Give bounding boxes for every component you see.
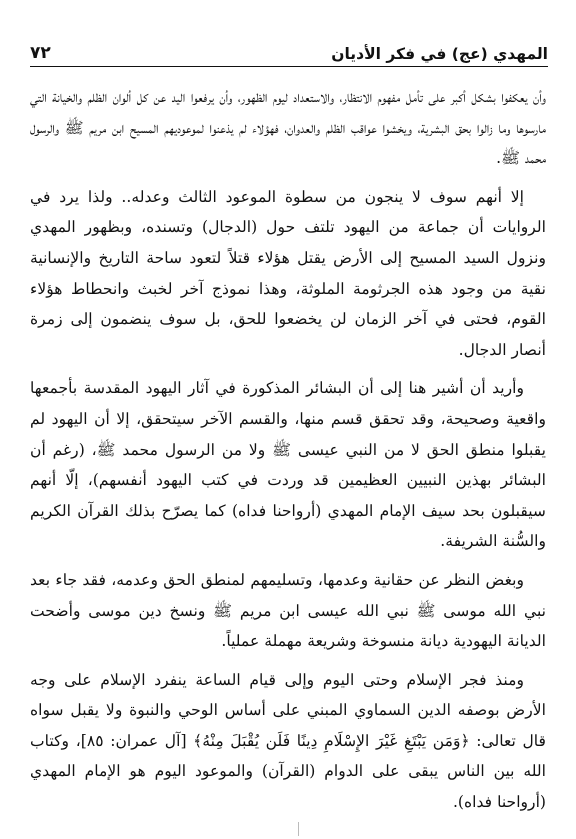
paragraph: إلا أنهم سوف لا ينجون من سطوة الموعود الثالث وعدله.. ولذا يرد في الروايات أن جماعة من اليهود تلتف حول (الدجال) وتسنده، وبظهور المهدي ونزول السيد المسيح إلى الأرض يقتل هؤلاء قتلاً لتعود ساحة التاريخ والإنسانية نقية من وجود هذه الجرثومة الملوثة، وهذا نموذج آخر لخبث وانحطاط هؤلاء القوم، فحتى في آخر الزمان لن يخضعوا للحق، بل سوف ينضمون إلى زمرة أنصار الدجال. — [30, 187, 546, 359]
running-title: المهدي (عج) في فكر الأديان — [331, 44, 548, 63]
page-edge-mark — [298, 822, 300, 836]
paragraph: ومنذ فجر الإسلام وحتى اليوم وإلى قيام الساعة ينفرد الإسلام على وجه الأرض بوصفه الدين السماوي المبني على أساس الوحي والنبوة ولا يقبل سواه قال تعالى: ﴿وَمَن يَبْتَغِ غَيْرَ الإِسْلَامِ دِينًا فَلَن يُقْبَلَ مِنْهُ﴾ [آل عمران: ٨٥]، وكتاب الله بين الناس يبقى على الدوام (القرآن) والموعود اليوم هو الإمام المهدي (أرواحنا فداه). — [30, 670, 546, 812]
page-header — [30, 28, 548, 67]
paragraph: وأن يعكفوا بشكل أكبر على تأمل مفهوم الانتظار، والاستعداد ليوم الظهور، وأن يرفعوا اليد عن كل ألوان الظلم والخيانة التي مارسوها وما زالوا بحق البشرية، ويخشوا عواقب الظلم والعدوان، فهؤلاء لم يذعنوا لموعوديهم المسيح ابن مريم ﷺ والرسول محمد ﷺ. — [30, 88, 546, 168]
paragraph: وأريد أن أشير هنا إلى أن البشائر المذكورة في آثار اليهود المقدسة بأجمعها واقعية وصحيحة، وقد تحقق قسم منها، والقسم الآخر سيتحقق، إلا أن اليهود لم يقبلوا منطق الحق لا من النبي عيسى ﷺ ولا من الرسول محمد ﷺ، (رغم أن البشائر بهذين النبيين العظيمين قد وردت في كتب اليهود أنفسهم)، إلّا أنهم سيقبلون بحد سيف الإمام المهدي (أرواحنا فداه) كما يصرّح بذلك القرآن الكريم والسُّنة الشريفة. — [30, 379, 546, 551]
paragraph: وبغض النظر عن حقانية وعدمها، وتسليمهم لمنطق الحق وعدمه، فقد جاء بعد نبي الله موسى ﷺ نبي الله عيسى ابن مريم ﷺ ونسخ دين موسى وأضحت الديانة اليهودية ديانة منسوخة وشريعة مهملة عملياً. — [30, 570, 546, 651]
page-number: ٧٢ — [30, 43, 51, 63]
page-body — [30, 82, 546, 819]
